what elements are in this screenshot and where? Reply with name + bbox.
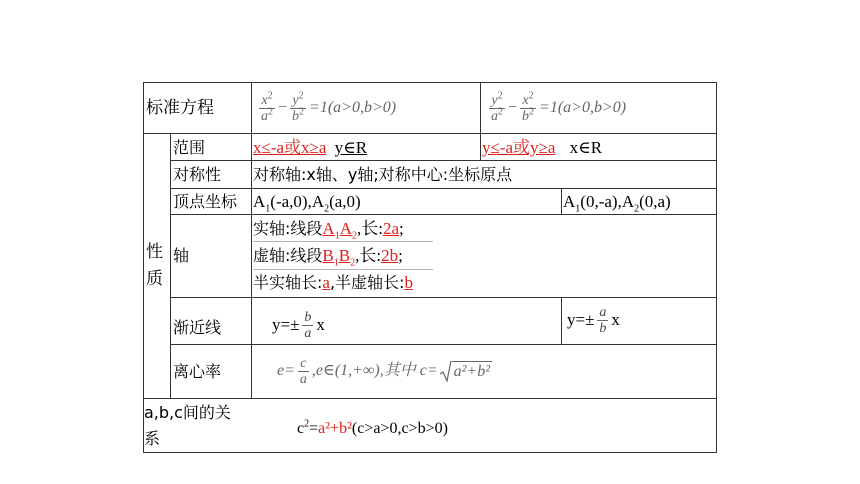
symmetry-label: 对称性 bbox=[173, 165, 222, 184]
symmetry-text: 对称轴:x轴、y轴;对称中心:坐标原点 bbox=[253, 165, 513, 184]
vertex-x-axis: $A_1(-a,0),A_2(a,0)$ bbox=[253, 192, 361, 215]
standard-equation-y-axis bbox=[486, 88, 626, 128]
properties-label-char-1: 性 bbox=[146, 242, 163, 262]
standard-equation-x-axis bbox=[256, 88, 396, 128]
vertex-y-axis: $A_1(0,-a),A_2(0,a)$ bbox=[563, 192, 671, 215]
equation-rest: =1(a>0,b>0) bbox=[309, 99, 397, 116]
axis-inner-line-1 bbox=[253, 241, 433, 242]
range-col-divider bbox=[480, 133, 481, 161]
x-squared-over-a-squared: $\frac{x^2}{a^2}$ bbox=[261, 89, 273, 124]
imaginary-axis-line: 虚轴:线段$B_1B_2$,长:2b; bbox=[253, 246, 403, 269]
table-left-border bbox=[143, 82, 144, 453]
range-label: 范围 bbox=[173, 138, 206, 157]
properties-bottom-divider bbox=[143, 398, 716, 399]
minus-sign: − bbox=[508, 99, 518, 116]
y-squared-over-b-squared: $\frac{y^2}{b^2}$ bbox=[292, 89, 305, 124]
relation-formula: $c^2=a^2+b^2(c>a>0,c>b>0)$ bbox=[297, 418, 448, 437]
asymptote-x-axis: y=± $\frac{b}{a}$ x bbox=[272, 309, 325, 341]
asymptote-col-divider bbox=[561, 297, 562, 345]
real-axis-line: 实轴:线段$A_1A_2$,长:2a; bbox=[253, 219, 404, 242]
range-x-condition: x≤-a或x≥a bbox=[253, 138, 327, 157]
eccentricity-formula: e= $\frac{c}{a}$ ,e∈(1,+∞),其中 c= a²+b² bbox=[277, 355, 491, 387]
minus-sign: − bbox=[278, 99, 288, 116]
header-row-divider bbox=[143, 133, 716, 134]
asymptote-y-axis: y=± $\frac{a}{b}$ x bbox=[567, 304, 620, 336]
properties-label-char-2: 质 bbox=[146, 269, 163, 289]
x-squared-over-b-squared: $\frac{x^2}{b^2}$ bbox=[522, 89, 535, 124]
range-x-axis bbox=[253, 138, 367, 158]
standard-equation-label: 标准方程 bbox=[146, 98, 214, 118]
vertex-label: 顶点坐标 bbox=[173, 192, 238, 211]
sublabel-divider bbox=[251, 133, 252, 399]
relation-label-line-1: a,b,c间的关 bbox=[144, 403, 231, 422]
asymptote-label: 渐近线 bbox=[173, 318, 222, 337]
relation-label-line-2: 系 bbox=[144, 429, 161, 448]
header-label-divider bbox=[251, 82, 252, 134]
eccentricity-label: 离心率 bbox=[173, 362, 222, 381]
range-x-all-reals: x∈R bbox=[569, 138, 603, 157]
axis-label: 轴 bbox=[173, 246, 190, 265]
square-root: a²+b² bbox=[440, 360, 492, 382]
table-right-border bbox=[716, 82, 717, 453]
radical-sign-icon bbox=[440, 360, 452, 382]
vertex-col-divider bbox=[561, 188, 562, 215]
range-y-axis bbox=[482, 138, 602, 158]
semi-axis-line: 半实轴长:a,半虚轴长:b bbox=[253, 273, 413, 292]
header-col-divider bbox=[480, 82, 481, 134]
range-y-all-reals: y∈R bbox=[334, 138, 368, 157]
table-top-border bbox=[143, 82, 716, 83]
y-squared-over-a-squared: $\frac{y^2}{a^2}$ bbox=[491, 89, 503, 124]
axis-inner-line-2 bbox=[253, 269, 433, 270]
properties-label-divider bbox=[170, 133, 171, 399]
range-y-condition: y≤-a或y≥a bbox=[482, 138, 556, 157]
equation-rest: =1(a>0,b>0) bbox=[539, 99, 627, 116]
table-bottom-border bbox=[143, 452, 716, 453]
